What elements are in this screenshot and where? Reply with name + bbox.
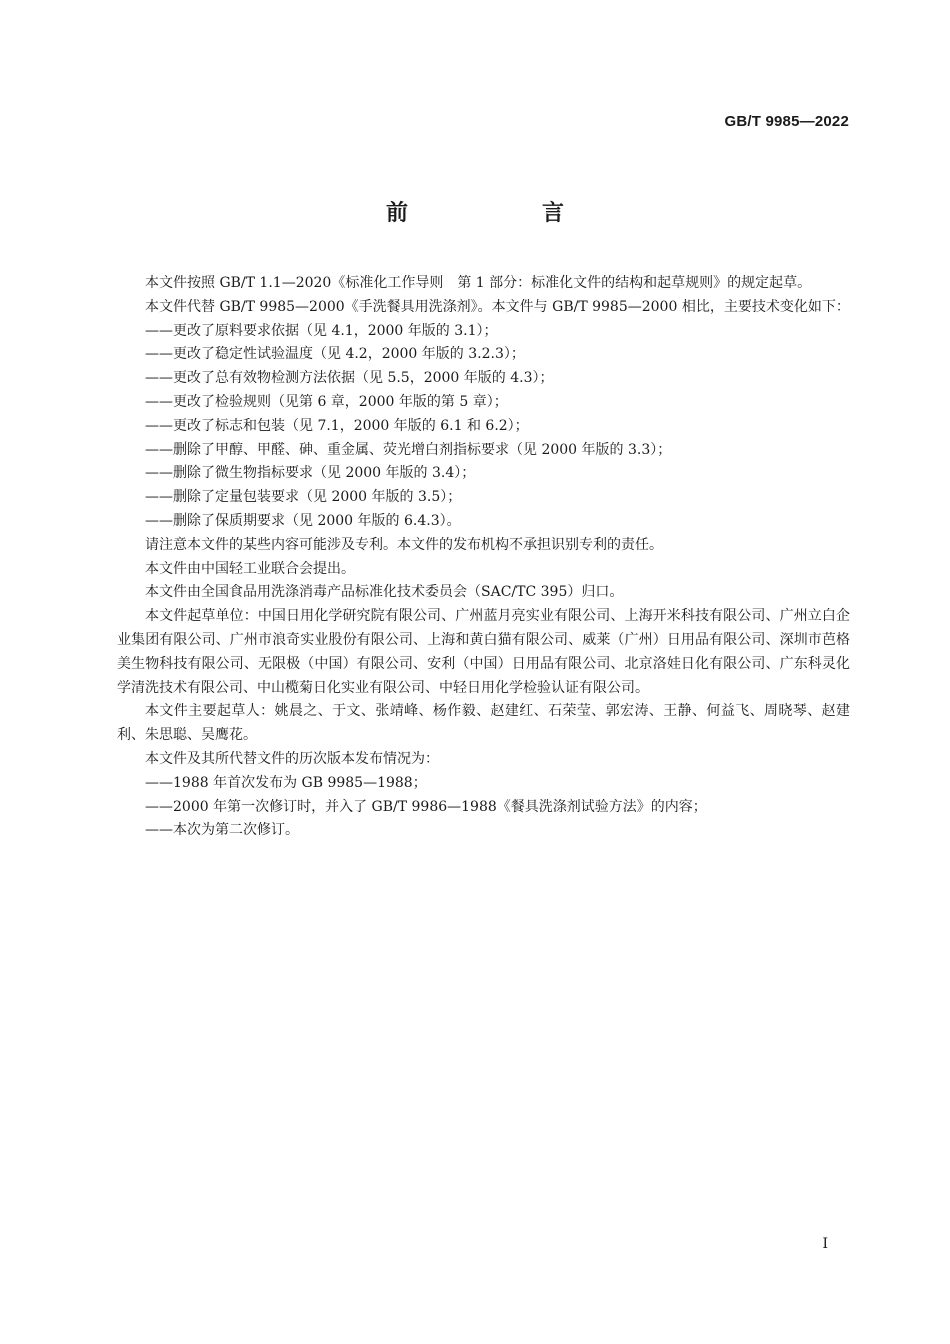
list-item: ——删除了微生物指标要求（见 2000 年版的 3.4）； [145,465,476,482]
list-item: ——更改了总有效物检测方法依据（见 5.5，2000 年版的 4.3）； [145,370,554,387]
list-item: ——本次为第二次修订。 [145,822,299,839]
history-list [117,772,850,843]
paragraph-history-intro: 本文件及其所代替文件的历次版本发布情况为： [145,750,439,767]
list-item: ——1988 年首次发布为 GB 9985—1988； [145,774,427,791]
list-item: ——更改了检验规则（见第 6 章，2000 年版的第 5 章）； [145,393,508,410]
list-item: ——2000 年第一次修订时，并入了 GB/T 9986—1988《餐具洗涤剂试验方法》的内容； [145,798,707,815]
paragraph-patent-notice: 请注意本文件的某些内容可能涉及专利。本文件的发布机构不承担识别专利的责任。 [145,536,663,553]
paragraph-drafting-units: 本文件起草单位：中国日用化学研究院有限公司、广州蓝月亮实业有限公司、上海开米科技有限公司、广州立白企业集团有限公司、广州市浪奇实业股份有限公司、上海和黄白猫有限公司、威莱（广州）日用品有限公司、深圳市芭格美生物科技有限公司、无限极（中国）有限公司、安利（中国）日用品有限公司、北京洛娃日化有限公司、广东科灵化学清洗技术有限公司、中山榄菊日化实业有限公司、中轻日用化学检验认证有限公司。 [117,608,850,696]
paragraph-drafters: 本文件主要起草人：姚晨之、于文、张靖峰、杨作毅、赵建红、石荣莹、郭宏涛、王静、何益飞、周晓琴、赵建利、朱思聪、吴鹰花。 [117,703,850,744]
paragraph-drafting-rules: 本文件按照 GB/T 1.1—2020《标准化工作导则 第 1 部分：标准化文件的结构和起草规则》的规定起草。 [145,275,812,291]
changes-list [117,320,850,534]
page-number: I [822,1236,828,1252]
paragraph-replaces: 本文件代替 GB/T 9985—2000《手洗餐具用洗涤剂》。本文件与 GB/T 9985—2000 相比，主要技术变化如下： [145,298,850,315]
list-item: ——更改了标志和包装（见 7.1，2000 年版的 6.1 和 6.2）； [145,417,529,434]
list-item: ——删除了甲醇、甲醛、砷、重金属、荧光增白剂指标要求（见 2000 年版的 3.3）； [145,441,672,458]
list-item: ——删除了保质期要求（见 2000 年版的 6.4.3）。 [145,512,461,529]
list-item: ——删除了定量包装要求（见 2000 年版的 3.5）； [145,489,462,506]
paragraph-proposed-by: 本文件由中国轻工业联合会提出。 [145,560,355,577]
list-item: ——更改了稳定性试验温度（见 4.2，2000 年版的 3.2.3）； [145,346,525,363]
paragraph-technical-committee: 本文件由全国食品用洗涤消毒产品标准化技术委员会（SAC/TC 395）归口。 [145,584,624,601]
page-title: 前 言 [385,201,620,226]
foreword-body [117,272,850,843]
list-item: ——更改了原料要求依据（见 4.1，2000 年版的 3.1）； [145,322,498,339]
standard-number: GB/T 9985—2022 [724,113,849,130]
